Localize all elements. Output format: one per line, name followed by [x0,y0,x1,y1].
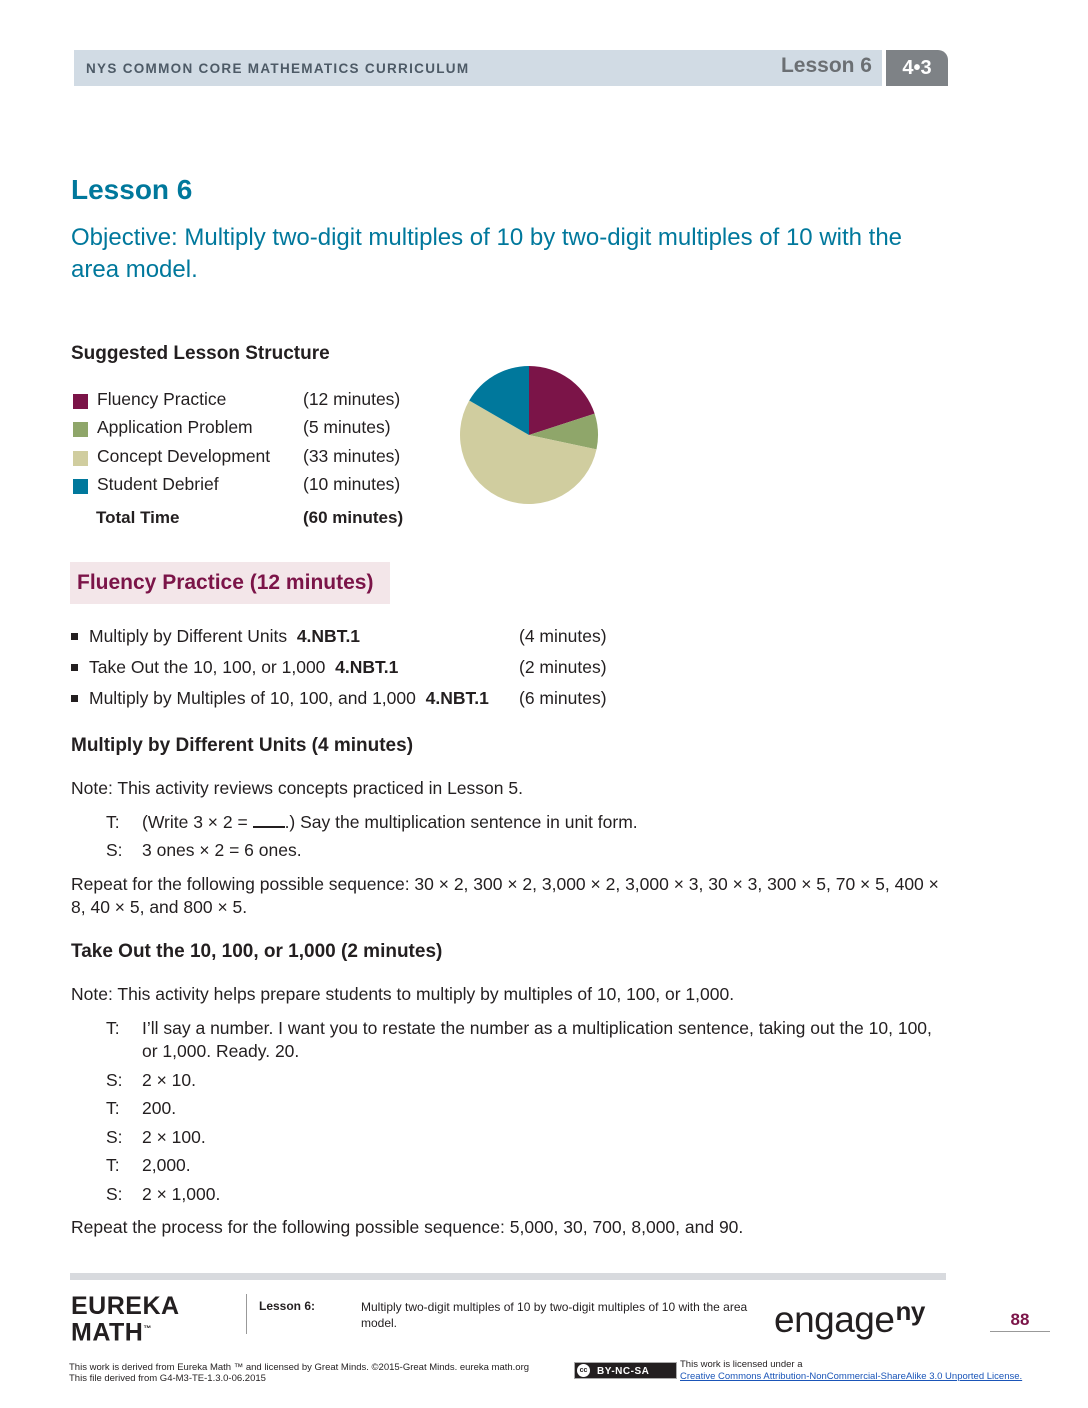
dialog-text: 2 × 100. [142,1127,206,1147]
swatch-concept [73,451,88,466]
structure-item-application [71,417,431,441]
fluency-bullet [71,688,631,712]
dialog-text: I’ll say a number. I want you to restate the number as a multiplication sentence, taking out the 10, 100, or 1,000. Ready. 20. [142,1018,932,1061]
fluency-bullet-standard: 4.NBT.1 [296,626,361,646]
license-note [680,1359,1040,1383]
answer-blank [253,812,285,828]
dialog-text: 2,000. [142,1155,191,1175]
structure-item-time: (10 minutes) [303,474,401,494]
section-repeat: Repeat for the following possible sequence: 30 × 2, 300 × 2, 3,000 × 2, 3,000 × 3, 30 × 3, 300 × 5, 70 × 5, 400 × 8, 40 × 5, and 800 × 5. [71,874,939,917]
fluency-bullet-standard: 4.NBT.1 [335,657,399,677]
structure-item-label: Student Debrief [97,474,219,494]
curriculum-name: NYS COMMON CORE MATHEMATICS CURRICULUM [86,61,470,76]
structure-item-time: (12 minutes) [303,389,401,409]
credit-text [69,1362,569,1384]
swatch-application [73,422,88,437]
cc-icon: cc [577,1364,590,1377]
fluency-bullet-text: Take Out the 10, 100, or 1,000 [89,657,326,677]
dialog-speaker: T: [106,812,120,832]
license-text: This work is licensed under a [680,1359,803,1370]
section-repeat: Repeat the process for the following possible sequence: 5,000, 30, 700, 8,000, and 90. [71,1217,744,1237]
fluency-bullet-text: Multiply by Different Units [89,626,288,646]
dialog-text: 200. [142,1098,177,1118]
fluency-bullet [71,657,631,681]
objective: Objective: Multiply two-digit multiples of 10 by two-digit multiples of 10 with the area model. [71,224,903,283]
structure-item-time: (5 minutes) [303,417,391,437]
license-link[interactable]: Creative Commons Attribution-NonCommercial-ShareAlike 3.0 Unported License. [680,1371,1023,1382]
fluency-bullet-text: Multiply by Multiples of 10, 100, and 1,000 [89,688,416,708]
page-number: 88 [1010,1310,1030,1329]
credit-line: This file derived from G4-M3-TE-1.3.0-06.2015 [69,1373,266,1384]
dialog-text: (Write 3 × 2 = [142,812,253,832]
total-time-row [96,508,436,528]
fluency-bullet-time: (4 minutes) [519,626,607,646]
footer-lesson-label: Lesson 6: [259,1299,316,1313]
fluency-bullet-standard: 4.NBT.1 [425,688,489,708]
lesson-structure-pie [459,365,599,505]
section-heading-take-out: Take Out the 10, 100, or 1,000 (2 minutes) [71,941,443,962]
dialog-speaker: S: [106,840,123,860]
bullet-square-icon [71,633,78,640]
logo-line: MATH [71,1318,144,1347]
eureka-math-logo [71,1292,181,1347]
section-note: Note: This activity helps prepare students to multiply by multiples of 10, 100, or 1,000. [71,984,735,1004]
structure-item-time: (33 minutes) [303,446,401,466]
footer-lesson-description: Multiply two-digit multiples of 10 by two-digit multiples of 10 with the area model. [361,1300,748,1330]
bullet-square-icon [71,664,78,671]
dialog-speaker: T: [106,1155,120,1175]
total-time-label: Total Time [96,508,180,527]
header-lesson-label: Lesson 6 [780,54,872,77]
dialog-speaker: S: [106,1070,123,1090]
structure-item-label: Application Problem [97,417,253,437]
section-heading-different-units: Multiply by Different Units (4 minutes) [71,735,414,756]
logo-line: EUREKA [71,1292,180,1320]
dialog-text: 2 × 10. [142,1070,197,1090]
swatch-fluency [73,394,88,409]
total-time-value: (60 minutes) [303,508,404,527]
lesson-title: Lesson 6 [71,174,193,205]
dialog-speaker: T: [106,1098,120,1118]
structure-item-concept [71,446,431,470]
structure-item-label: Fluency Practice [97,389,227,409]
dialog-text: .) Say the multiplication sentence in unit form. [284,812,638,832]
swatch-debrief [73,479,88,494]
page-number-rule [990,1331,1050,1332]
logo-text: engage [774,1299,895,1340]
structure-item-debrief [71,474,431,498]
dialog-speaker: T: [106,1018,120,1038]
section-note: Note: This activity reviews concepts practiced in Lesson 5. [71,778,523,798]
fluency-bullet [71,626,631,650]
cc-badge-text: BY-NC-SA [597,1366,650,1377]
logo-superscript: ny [895,1296,925,1326]
structure-item-fluency [71,389,431,413]
dialog-speaker: S: [106,1184,123,1204]
footer-divider [246,1294,247,1334]
structure-item-label: Concept Development [97,446,271,466]
logo-trademark: ™ [143,1324,152,1333]
dialog-text: 3 ones × 2 = 6 ones. [142,840,302,860]
footer-rule [70,1273,946,1280]
fluency-banner-title: Fluency Practice (12 minutes) [77,571,374,594]
credit-line: This work is derived from Eureka Math ™ and licensed by Great Minds. ©2015-Great Minds. eureka math.org [69,1362,530,1373]
engageny-logo [774,1296,925,1341]
dialog-speaker: S: [106,1127,123,1147]
structure-heading: Suggested Lesson Structure [71,343,330,364]
dialog-text: 2 × 1,000. [142,1184,221,1204]
bullet-square-icon [71,695,78,702]
fluency-bullet-time: (6 minutes) [519,688,607,708]
fluency-bullet-time: (2 minutes) [519,657,607,677]
module-badge: 4•3 [886,50,948,86]
creative-commons-badge[interactable] [574,1362,677,1379]
